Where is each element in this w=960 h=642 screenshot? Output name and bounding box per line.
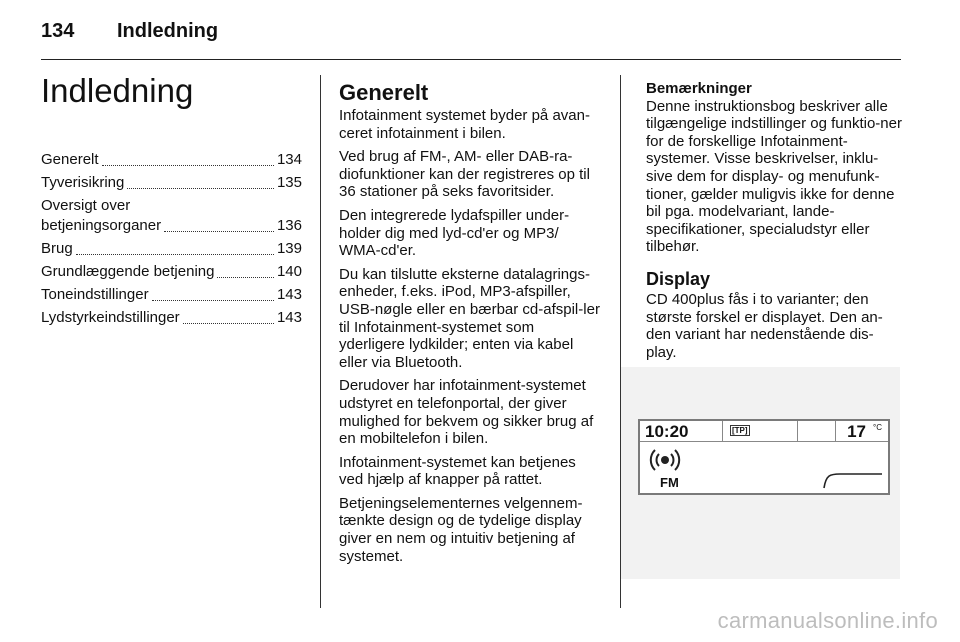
toc-leader-dots bbox=[152, 299, 274, 301]
paragraph: Betjeningselementernes velgennem-tænkte design og de tydelige display giver en nem og intuitiv betjening af systemet. bbox=[339, 494, 583, 565]
toc-entry[interactable] bbox=[41, 173, 302, 193]
table-of-contents bbox=[41, 150, 302, 331]
toc-label: Grundlæggende betjening bbox=[41, 263, 215, 280]
toc-label: Brug bbox=[41, 240, 73, 257]
toc-page-number: 136 bbox=[276, 217, 302, 234]
note-title: Bemærkninger bbox=[646, 80, 752, 97]
toc-leader-dots bbox=[76, 253, 274, 255]
toc-page-number: 140 bbox=[276, 263, 302, 280]
watermark: carmanualsonline.info bbox=[717, 608, 938, 633]
paragraph: Du kan tilslutte eksterne datalagrings-enheder, f.eks. iPod, MP3-afspiller, USB-nøgle eller en bærbar cd-afspil-ler til Infotainment-systemet som yderligere lydkilder; enten via kabel eller via Bluetooth. bbox=[339, 265, 600, 371]
status-cell bbox=[797, 421, 836, 441]
toc-leader-dots bbox=[217, 276, 274, 278]
toc-entry[interactable] bbox=[41, 239, 302, 259]
note-text: Denne instruktionsbog beskriver alle tilgængelige indstillinger og funktio-ner for de forskellige Infotainment-systemer. Visse beskrivelser, inklu-sive dem for display- og menufunk-tioner, gælder muligvis ikke for denne bil pga. modelvariant, lande-specifikationer, specialudstyr eller tilbehør. bbox=[646, 97, 902, 256]
paragraph: Derudover har infotainment-systemet udstyret en telefonportal, der giver mulighed for bekvem og sikker brug af en mobiltelefon i bilen. bbox=[339, 377, 594, 448]
toc-label: Oversigt over betjeningsorganer bbox=[41, 197, 162, 234]
paragraph: Ved brug af FM-, AM- eller DAB-ra-diofunktioner kan der registreres op til 36 stationer på seks favoritsider. bbox=[339, 148, 590, 201]
page-number: 134 bbox=[41, 20, 75, 42]
chapter-title: Indledning bbox=[41, 72, 194, 109]
clock-time: 10:20 bbox=[645, 422, 689, 441]
paragraph: Infotainment systemet byder på avan-ceret infotainment i bilen. bbox=[339, 107, 590, 142]
temperature: 17 bbox=[847, 422, 866, 441]
display-illustration bbox=[621, 367, 900, 579]
tp-badge: [TP] bbox=[732, 426, 748, 435]
toc-page-number: 139 bbox=[276, 240, 302, 257]
toc-leader-dots bbox=[102, 164, 274, 166]
toc-label: Lydstyrkeindstillinger bbox=[41, 309, 180, 326]
paragraph: Infotainment-systemet kan betjenes ved hjælp af knapper på rattet. bbox=[339, 453, 576, 489]
toc-entry[interactable] bbox=[41, 285, 302, 305]
toc-label: Toneindstillinger bbox=[41, 286, 149, 303]
toc-leader-dots bbox=[127, 187, 274, 189]
toc-page-number: 134 bbox=[276, 151, 302, 168]
toc-entry[interactable] bbox=[41, 150, 302, 170]
temperature-unit: °C bbox=[873, 423, 882, 432]
toc-page-number: 143 bbox=[276, 309, 302, 326]
toc-entry[interactable] bbox=[41, 196, 302, 236]
toc-label: Generelt bbox=[41, 151, 99, 168]
toc-page-number: 135 bbox=[276, 174, 302, 191]
status-bar bbox=[640, 421, 888, 442]
curve-graphic bbox=[822, 471, 884, 489]
toc-label: Tyverisikring bbox=[41, 174, 125, 191]
header-rule bbox=[41, 59, 901, 60]
radio-signal-icon bbox=[648, 445, 682, 475]
display-heading: Display bbox=[646, 268, 711, 289]
toc-entry[interactable] bbox=[41, 262, 302, 282]
right-column bbox=[646, 80, 902, 367]
display-screen bbox=[638, 419, 890, 495]
generelt-section bbox=[339, 80, 603, 571]
source-label: FM bbox=[660, 475, 679, 490]
running-head: Indledning bbox=[117, 20, 219, 42]
toc-entry[interactable] bbox=[41, 308, 302, 328]
column-divider bbox=[320, 75, 321, 608]
section-heading: Generelt bbox=[339, 80, 429, 105]
toc-leader-dots bbox=[183, 322, 274, 324]
toc-leader-dots bbox=[164, 230, 274, 232]
paragraph: Den integrerede lydafspiller under-holder dig med lyd-cd'er og MP3/ WMA-cd'er. bbox=[339, 206, 570, 260]
toc-page-number: 143 bbox=[276, 286, 302, 303]
display-text: CD 400plus fås i to varianter; den største forskel er displayet. Den an-den variant har nedenstående dis-play. bbox=[646, 290, 883, 361]
